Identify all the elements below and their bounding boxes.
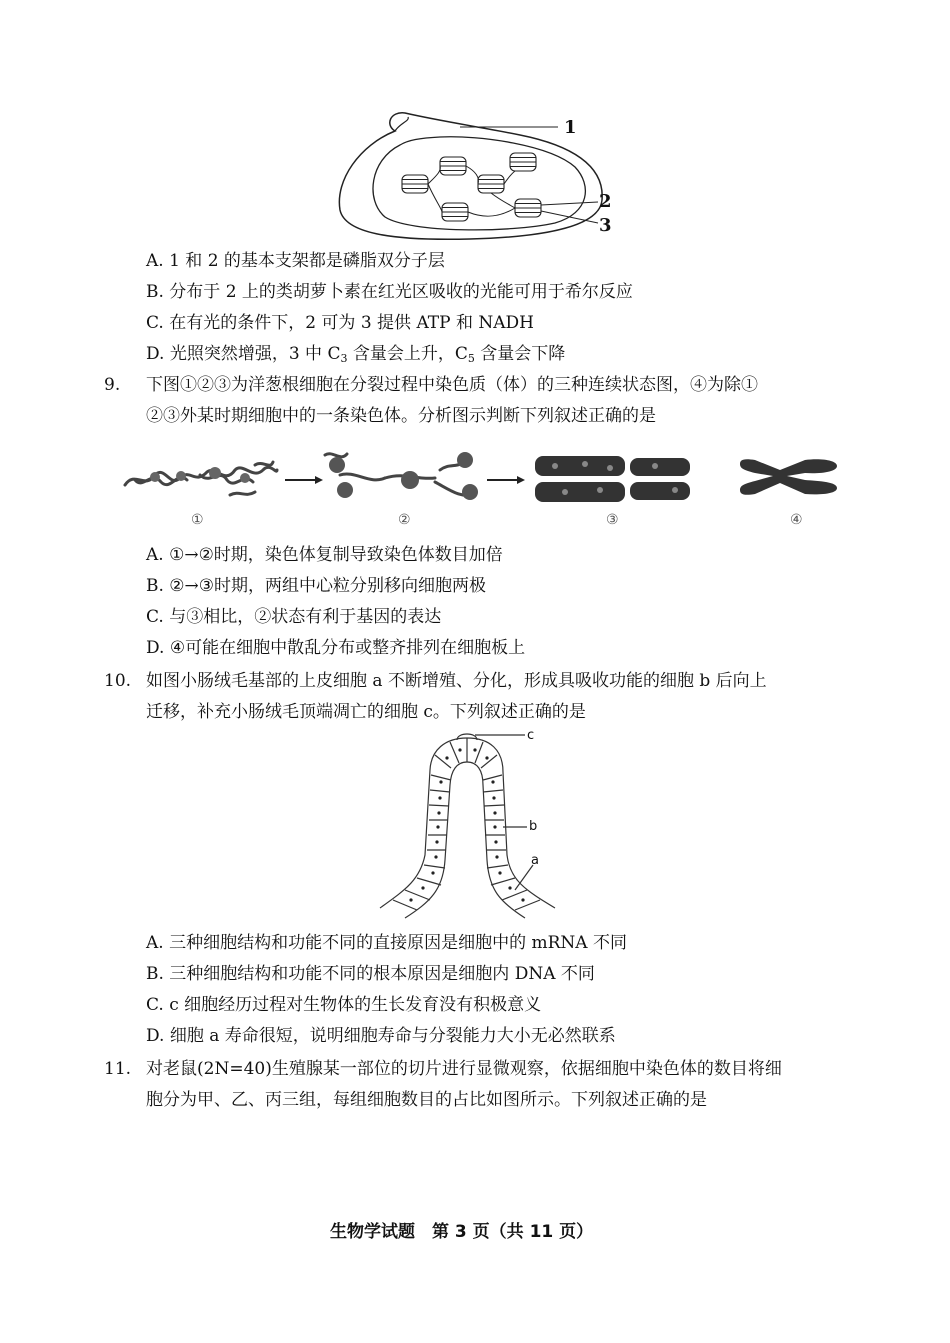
q9-option-a: A. ①→②时期，染色体复制导致染色体数目加倍 <box>146 545 503 565</box>
q10-option-a: A. 三种细胞结构和功能不同的直接原因是细胞中的 mRNA 不同 <box>146 933 627 953</box>
villus-label-b: b <box>529 819 538 834</box>
q9-option-d: D. ④可能在细胞中散乱分布或整齐排列在细胞板上 <box>146 638 526 658</box>
q9-number: 9. <box>104 375 121 395</box>
q8-option-b: B. 分布于 2 上的类胡萝卜素在红光区吸收的光能可用于希尔反应 <box>146 282 633 302</box>
chromatin-states-figure <box>115 440 850 510</box>
chloroplast-label-1: 1 <box>564 117 577 138</box>
page-footer: 生物学试题 第 3 页（共 11 页） <box>330 1222 594 1242</box>
q10-option-c: C. c 细胞经历过程对生物体的生长发育没有积极意义 <box>146 995 542 1015</box>
chloroplast-label-2: 2 <box>599 191 612 212</box>
fig-label-2: ② <box>398 512 411 528</box>
q11-number: 11. <box>104 1059 132 1079</box>
q10-option-d: D. 细胞 a 寿命很短，说明细胞寿命与分裂能力大小无必然联系 <box>146 1026 616 1046</box>
q10-stem-line1: 如图小肠绒毛基部的上皮细胞 a 不断增殖、分化，形成具吸收功能的细胞 b 后向上 <box>146 671 767 691</box>
chloroplast-label-3: 3 <box>599 215 612 236</box>
q9-stem-line1: 下图①②③为洋葱根细胞在分裂过程中染色质（体）的三种连续状态图，④为除① <box>146 375 758 395</box>
fig-label-4: ④ <box>790 512 803 528</box>
villus-label-c: c <box>527 728 535 743</box>
q8-option-a: A. 1 和 2 的基本支架都是磷脂双分子层 <box>146 251 445 271</box>
q9-stem-line2: ②③外某时期细胞中的一条染色体。分析图示判断下列叙述正确的是 <box>146 406 656 426</box>
villus-label-a: a <box>531 853 539 868</box>
q11-stem-line2: 胞分为甲、乙、丙三组，每组细胞数目的占比如图所示。下列叙述正确的是 <box>146 1090 707 1110</box>
q10-stem-line2: 迁移，补充小肠绒毛顶端凋亡的细胞 c。下列叙述正确的是 <box>146 702 586 722</box>
fig-label-1: ① <box>191 512 204 528</box>
q11-stem-line1: 对老鼠(2N=40)生殖腺某一部位的切片进行显微观察，依据细胞中染色体的数目将细 <box>146 1059 782 1079</box>
q10-number: 10. <box>104 671 132 691</box>
fig-label-3: ③ <box>606 512 619 528</box>
q9-option-b: B. ②→③时期，两组中心粒分别移向细胞两极 <box>146 576 487 596</box>
q8-option-d: D. 光照突然增强，3 中 $C_3$ 含量会上升，$C_5$ 含量会下降 <box>146 344 566 365</box>
q8-option-c: C. 在有光的条件下，2 可为 3 提供 ATP 和 NADH <box>146 313 534 333</box>
q10-option-b: B. 三种细胞结构和功能不同的根本原因是细胞内 DNA 不同 <box>146 964 595 984</box>
q9-option-c: C. 与③相比，②状态有利于基因的表达 <box>146 607 442 627</box>
